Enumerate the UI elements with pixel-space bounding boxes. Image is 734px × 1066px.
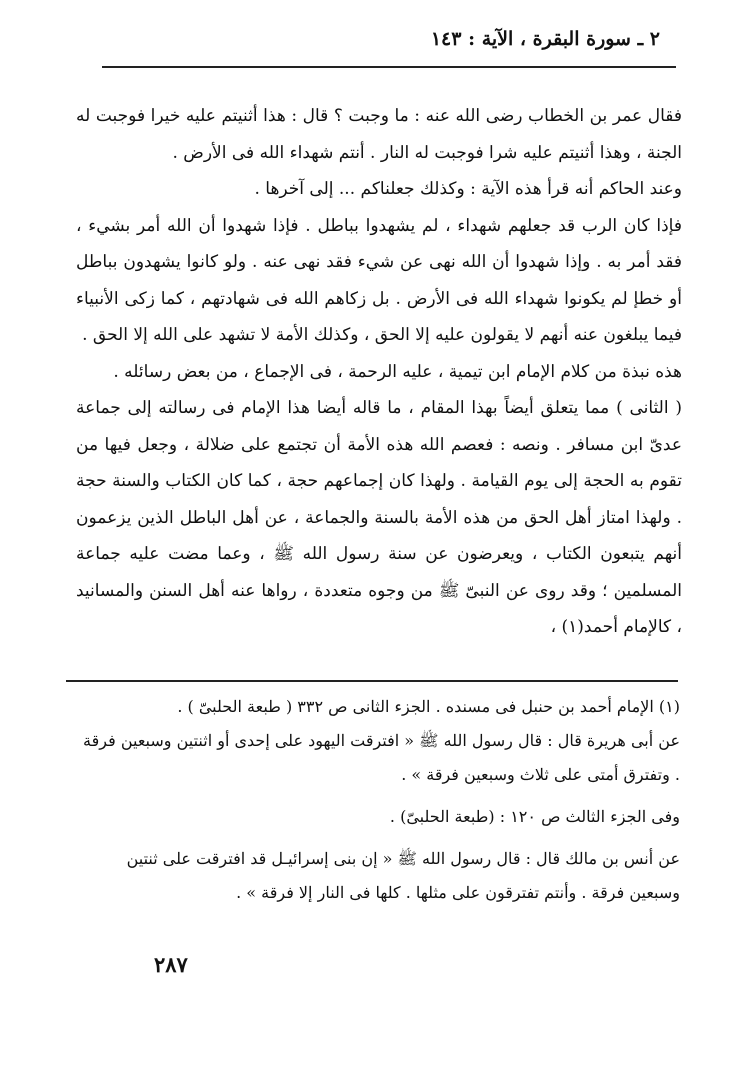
footnote-line: عن أبى هريرة قال : قال رسول الله ﷺ « افترقت اليهود على إحدى أو اثنتين وسبعين فرقة . وتفترق أمتى على ثلاث وسبعين فرقة » . bbox=[83, 731, 680, 784]
footnotes bbox=[80, 690, 680, 910]
footnote-line: (١) الإمام أحمد بن حنبل فى مسنده . الجزء الثانى ص ٣٣٢ ( طبعة الحلبىّ ) . bbox=[177, 697, 680, 716]
page-number: ٢٨٧ bbox=[154, 952, 188, 977]
paragraph: هذه نبذة من كلام الإمام ابن تيمية ، عليه الرحمة ، فى الإجماع ، من بعض رسائله . bbox=[113, 361, 682, 382]
header-divider bbox=[102, 66, 676, 68]
paragraph: ( الثانى ) مما يتعلق أيضاً بهذا المقام ، ما قاله أيضا هذا الإمام فى رسالته إلى جماعة عدىّ ابن مسافر . ونصه : فعصم الله هذه الأمة أن تجتمع على ضلالة ، وجعل فيها من تقوم به الحجة إلى يوم القيامة . ولهذا كان إجماعهم حجة ، كما كان الكتاب والسنة حجة . ولهذا امتاز أهل الحق من هذه الأمة بالسنة والجماعة ، عن أهل الباطل الذين يزعمون أنهم يتبعون الكتاب ، ويعرضون عن سنة رسول الله ﷺ ، وعما مضت عليه جماعة المسلمين ؛ وقد روى عن النبىّ ﷺ من وجوه متعددة ، رواها عنه أهل السنن والمسانيد ، كالإمام أحمد(١) ، bbox=[76, 398, 682, 637]
main-text bbox=[76, 98, 682, 646]
running-header: ٢ ـ سورة البقرة ، الآية : ١٤٣ bbox=[430, 28, 660, 50]
footnote-line: وفى الجزء الثالث ص ١٢٠ : (طبعة الحلبىّ) . bbox=[389, 807, 680, 826]
footnote-line: عن أنس بن مالك قال : قال رسول الله ﷺ « إن بنى إسرائيـل قد افترقت على ثنتين وسبعين فرقة . وأنتم تفترقون على مثلها . كلها فى النار إلا فرقة » . bbox=[126, 849, 680, 902]
footnote-divider bbox=[66, 680, 678, 682]
paragraph: فقال عمر بن الخطاب رضى الله عنه : ما وجبت ؟ قال : هذا أثنيتم عليه خيرا فوجبت له الجنة ، وهذا أثنيتم عليه شرا فوجبت له النار . أنتم شهداء الله فى الأرض . bbox=[76, 106, 682, 163]
paragraph: وعند الحاكم أنه قرأ هذه الآية : وكذلك جعلناكم ... إلى آخرها . bbox=[254, 179, 682, 199]
paragraph: فإذا كان الرب قد جعلهم شهداء ، لم يشهدوا بباطل . فإذا شهدوا أن الله أمر بشيء ، فقد أمر به . وإذا شهدوا أن الله نهى عن شيء فقد نهى عنه . ولو كانوا يشهدون بباطل أو خطإ لم يكونوا شهداء الله فى الأرض . بل زكاهم الله فى شهادتهم ، كما زكى الأنبياء فيما يبلغون عنه أنهم لا يقولون عليه إلا الحق ، وكذلك الأمة لا تشهد على الله إلا الحق . bbox=[76, 215, 682, 345]
